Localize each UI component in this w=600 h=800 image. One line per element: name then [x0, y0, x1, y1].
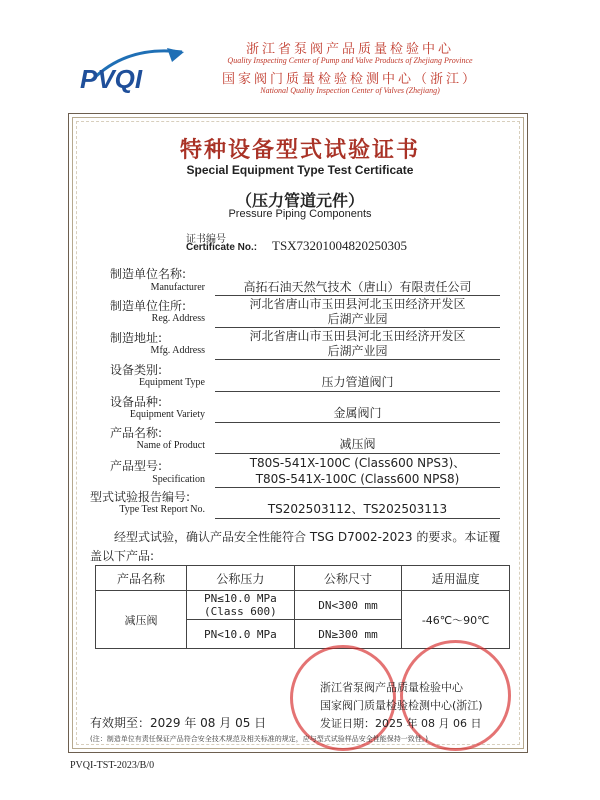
- mfg-address-label-en: Mfg. Address: [150, 345, 205, 356]
- valid-until: 有效期至：2029 年 08 月 05 日: [90, 716, 267, 730]
- specification-value-line2: T80S-541X-100C (Class600 NPS8): [255, 472, 460, 486]
- table-header: 公称尺寸: [294, 566, 402, 591]
- report-no-value: TS202503112、TS202503113: [267, 502, 448, 516]
- specification-underline: [215, 487, 500, 488]
- reg-address-label-cn: 制造单位住所:: [110, 299, 187, 313]
- reg-address-value-line2: 后湖产业园: [327, 312, 388, 326]
- equipment-type-value: 压力管道阀门: [321, 375, 394, 389]
- table-header: 产品名称: [96, 566, 187, 591]
- product-name-label-en: Name of Product: [136, 440, 205, 451]
- table-cell-temperature: -46℃～90℃: [402, 591, 510, 649]
- table-header-row: [96, 566, 510, 591]
- mfg-address-value-line2: 后湖产业园: [327, 344, 388, 358]
- manufacturer-underline: [215, 295, 500, 296]
- form-code: PVQI-TST-2023/B/0: [70, 760, 155, 771]
- manufacturer-label-cn: 制造单位名称:: [110, 267, 187, 281]
- table-cell-pressure: PN<10.0 MPa: [187, 620, 295, 649]
- product-name-label-cn: 产品名称:: [110, 426, 163, 440]
- table-cell-size: DN<300 mm: [294, 591, 402, 620]
- issuer-name-2: 国家阀门质量检验检测中心(浙江): [320, 699, 483, 712]
- pvqi-logo: [72, 40, 192, 100]
- pressure-class: (Class 600): [203, 605, 277, 618]
- issuer-block: [320, 679, 520, 733]
- cert-no-value: TSX73201004820250305: [272, 238, 408, 253]
- cert-no-label-en: Certificate No.:: [186, 242, 258, 253]
- logo-text: PVQI: [80, 64, 143, 94]
- certificate-title-cn: 特种设备型式试验证书: [179, 138, 420, 163]
- certificate-subtitle-en: Pressure Piping Components: [228, 208, 372, 220]
- equipment-type-underline: [215, 391, 500, 392]
- footnote: (注：制造单位有责任保证产品符合安全技术规范及相关标准的规定，应与型式试验样品安全性能保持一致性。): [90, 735, 428, 743]
- manufacturer-value: 高拓石油天然气技术（唐山）有限责任公司: [243, 280, 472, 294]
- equipment-variety-label-cn: 设备品种:: [110, 395, 163, 409]
- reg-address-label-en: Reg. Address: [151, 313, 205, 324]
- equipment-variety-label-en: Equipment Variety: [129, 409, 205, 420]
- product-name-underline: [215, 453, 500, 454]
- specification-label-en: Specification: [152, 474, 205, 485]
- product-name-value: 减压阀: [339, 437, 376, 451]
- header-national-center-cn: 国家阀门质量检验检测中心（浙江）: [221, 72, 478, 87]
- certificate-subtitle-cn: （压力管道元件）: [235, 191, 364, 210]
- manufacturer-label-en: Manufacturer: [150, 282, 205, 293]
- issue-date: 发证日期：2025 年 08 月 06 日: [320, 717, 482, 730]
- compliance-statement: 经型式试验，确认产品安全性能符合 TSG D7002-2023 的要求。本证覆盖以下产品:: [90, 530, 501, 563]
- table-row: [96, 591, 510, 620]
- equipment-type-label-en: Equipment Type: [138, 377, 205, 388]
- table-header: 适用温度: [402, 566, 510, 591]
- table-header: 公称压力: [187, 566, 295, 591]
- mfg-address-value-line1: 河北省唐山市玉田县河北玉田经济开发区: [249, 329, 466, 343]
- cert-no-label-cn: 证书编号: [186, 234, 226, 245]
- report-no-label-cn: 型式试验报告编号:: [90, 490, 191, 504]
- reg-address-value-line1: 河北省唐山市玉田县河北玉田经济开发区: [249, 297, 466, 311]
- mfg-address-label-cn: 制造地址:: [110, 331, 163, 345]
- specification-label-cn: 产品型号:: [110, 459, 163, 473]
- table-cell-pressure: [187, 591, 295, 620]
- table-cell-size: DN≥300 mm: [294, 620, 402, 649]
- mfg-address-underline: [215, 359, 500, 360]
- reg-address-underline: [215, 327, 500, 328]
- header-national-center-en: National Quality Inspection Center of Valves (Zhejiang): [260, 86, 440, 95]
- report-no-label-en: Type Test Report No.: [119, 504, 205, 515]
- product-coverage-table: [95, 565, 510, 649]
- issuer-name-1: 浙江省泵阀产品质量检验中心: [320, 681, 463, 694]
- equipment-type-label-cn: 设备类别:: [110, 363, 163, 377]
- header-center-name-en: Quality Inspecting Center of Pump and Valve Products of Zhejiang Province: [227, 56, 473, 65]
- header-center-name-cn: 浙江省泵阀产品质量检验中心: [245, 42, 454, 57]
- equipment-variety-value: 金属阀门: [333, 406, 382, 420]
- equipment-variety-underline: [215, 422, 500, 423]
- specification-value-line1: T80S-541X-100C (Class600 NPS3)、: [249, 456, 466, 470]
- report-no-underline: [215, 518, 500, 519]
- certificate-title-en: Special Equipment Type Test Certificate: [186, 163, 414, 177]
- pressure-value: PN≤10.0 MPa: [203, 592, 277, 605]
- table-cell-product: 减压阀: [96, 591, 187, 649]
